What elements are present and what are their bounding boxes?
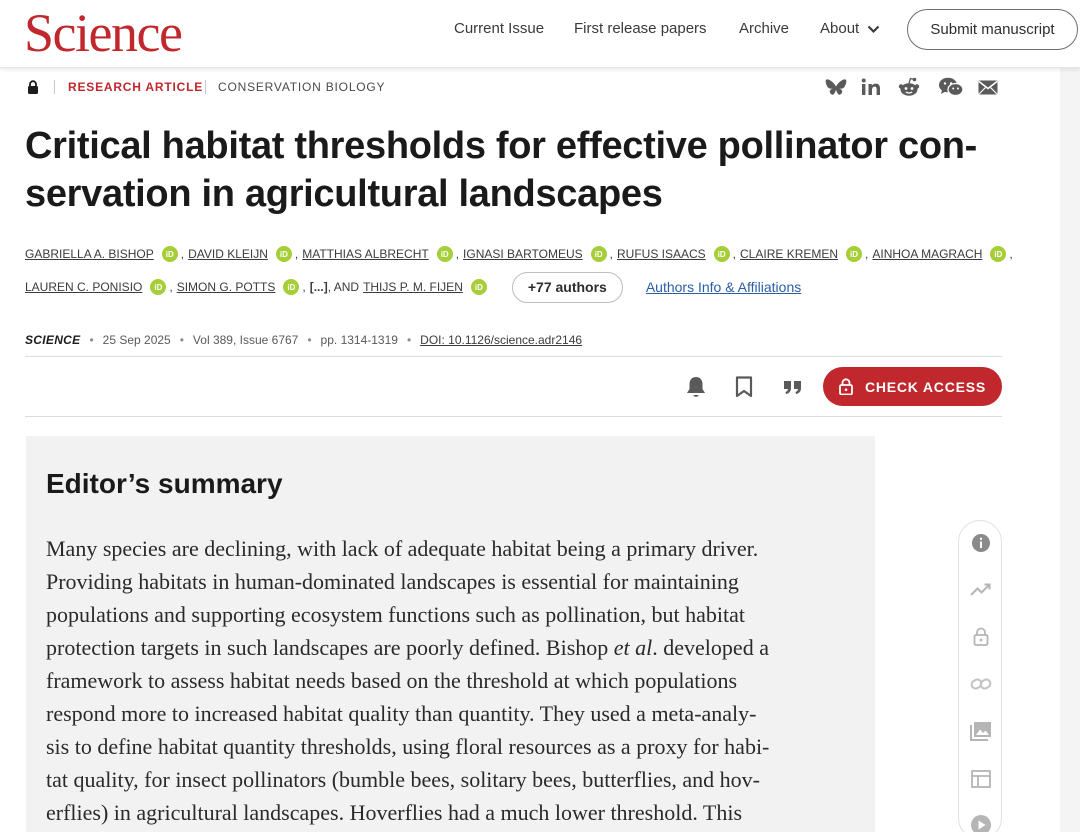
bluesky-icon[interactable]	[825, 76, 847, 98]
volume-issue[interactable]: Vol 389, Issue 6767	[192, 333, 299, 347]
author-link[interactable]: IGNASI BARTOMEUS	[463, 247, 583, 261]
orcid-icon[interactable]: iD	[162, 246, 178, 262]
summary-line: respond more to increased habitat quality than quantity. They used a meta-analy-	[46, 701, 757, 726]
nav-current-issue[interactable]: Current Issue	[454, 20, 545, 37]
orcid-icon[interactable]: iD	[150, 279, 166, 295]
editors-summary-heading: Editor’s summary	[46, 468, 283, 499]
orcid-icon[interactable]: iD	[283, 279, 299, 295]
linkedin-icon[interactable]	[860, 76, 882, 98]
orcid-icon[interactable]: iD	[591, 246, 607, 262]
more-authors-button[interactable]: +77 authors	[512, 272, 623, 303]
nav-first-release[interactable]: First release papers	[574, 20, 707, 37]
article-title	[25, 122, 985, 218]
summary-line: populations and supporting ecosystem functions such as pollination, but habitat	[46, 602, 746, 627]
check-access-label: CHECK ACCESS	[864, 378, 987, 395]
link-icon[interactable]	[970, 673, 992, 695]
orcid-icon[interactable]: iD	[437, 246, 453, 262]
author-link[interactable]: SIMON G. POTTS	[176, 280, 276, 294]
check-access-button[interactable]	[823, 367, 1002, 406]
lock-icon	[27, 80, 39, 94]
author-link[interactable]: DAVID KLEIJN	[188, 247, 268, 261]
author-link[interactable]: THIJS P. M. FIJEN	[363, 280, 463, 294]
doi-link[interactable]: DOI: 10.1126/science.adr2146	[420, 333, 583, 347]
author-link[interactable]: AINHOA MAGRACH	[872, 247, 983, 261]
lock-icon[interactable]	[970, 625, 992, 647]
author-link[interactable]: GABRIELLA A. BISHOP	[25, 247, 154, 261]
orcid-icon[interactable]: iD	[714, 246, 730, 262]
authors-line-1: GABRIELLA A. BISHOP iD , DAVID KLEIJN iD , MATTHIAS ALBRECHT iD , IGNASI BARTOMEUS iD , RUFUS ISAACS iD , CLAIRE KREMEN iD , AINHOA MAGRACH iD ,	[25, 247, 1013, 261]
orcid-icon[interactable]: iD	[846, 246, 862, 262]
summary-line: tat quality, for insect pollinators (bumble bees, solitary bees, butterflies, and hov-	[46, 767, 761, 792]
article-type-label: RESEARCH ARTICLE	[68, 80, 204, 94]
summary-line: Many species are declining, with lack of adequate habitat being a primary driver.	[46, 536, 759, 561]
reddit-icon[interactable]	[898, 76, 920, 98]
nav-archive[interactable]: Archive	[739, 20, 790, 37]
article-title-text: Critical habitat thresholds for effective pollinator con- servation in agricultural landscapes	[25, 125, 978, 215]
journal-name: SCIENCE	[25, 333, 81, 347]
trend-icon[interactable]	[970, 579, 992, 601]
publish-date: 25 Sep 2025	[102, 333, 171, 347]
divider	[25, 356, 1002, 357]
page-gutter	[1060, 68, 1080, 832]
play-icon[interactable]	[970, 814, 992, 832]
quote-icon[interactable]	[780, 374, 806, 400]
author-link[interactable]: RUFUS ISAACS	[616, 247, 706, 261]
authors-line-2: LAUREN C. PONISIO iD , SIMON G. POTTS iD , [...] , AND THIJS P. M. FIJEN iD +77 authors Authors Info & Affiliations	[25, 271, 801, 303]
summary-line: sis to define habitat quantity thresholds, using floral resources as a proxy for habi-	[46, 734, 770, 759]
orcid-icon[interactable]: iD	[471, 279, 487, 295]
et-al: et al	[613, 635, 653, 660]
authors-affiliations-link[interactable]: Authors Info & Affiliations	[645, 279, 802, 295]
summary-line: framework to assess habitat needs based on the threshold at which populations	[46, 668, 738, 693]
site-header	[0, 0, 1080, 68]
bookmark-icon[interactable]	[731, 374, 757, 400]
images-icon[interactable]	[970, 720, 992, 742]
submit-manuscript-button[interactable]: Submit manuscript	[907, 9, 1078, 50]
author-link[interactable]: MATTHIAS ALBRECHT	[302, 247, 429, 261]
lock-icon	[839, 378, 853, 395]
author-link[interactable]: CLAIRE KREMEN	[740, 247, 839, 261]
subject-label[interactable]: CONSERVATION BIOLOGY	[218, 80, 386, 94]
science-logo[interactable]: Science	[24, 3, 182, 63]
summary-line: Providing habitats in human-dominated landscapes is essential for maintaining	[46, 569, 739, 594]
editors-summary-panel	[26, 436, 875, 832]
summary-line: erflies) in agricultural landscapes. Hoverflies had a much lower threshold. This	[46, 800, 743, 825]
info-icon[interactable]	[970, 532, 992, 554]
summary-line: protection targets in such landscapes are poorly defined. Bishop et al. developed a	[46, 635, 769, 660]
and-label: , AND	[327, 280, 360, 294]
divider	[25, 416, 1002, 417]
table-icon[interactable]	[970, 768, 992, 790]
email-icon[interactable]	[977, 76, 999, 98]
wechat-icon[interactable]	[938, 76, 964, 98]
author-link[interactable]: LAUREN C. PONISIO	[25, 280, 143, 294]
orcid-icon[interactable]: iD	[990, 246, 1006, 262]
authors-ellipsis[interactable]: [...]	[309, 280, 328, 294]
orcid-icon[interactable]: iD	[276, 246, 292, 262]
nav-about-label: About	[820, 20, 860, 37]
section-rail	[958, 520, 1002, 832]
nav-about[interactable]	[820, 20, 880, 37]
bell-icon[interactable]	[683, 374, 709, 400]
citation-row: SCIENCE • 25 Sep 2025 • Vol 389, Issue 6767 • pp. 1314-1319 • DOI: 10.1126/science.adr2146	[25, 333, 583, 347]
page-range: pp. 1314-1319	[320, 333, 398, 347]
editors-summary-text	[46, 532, 858, 829]
chevron-down-icon	[867, 25, 880, 34]
